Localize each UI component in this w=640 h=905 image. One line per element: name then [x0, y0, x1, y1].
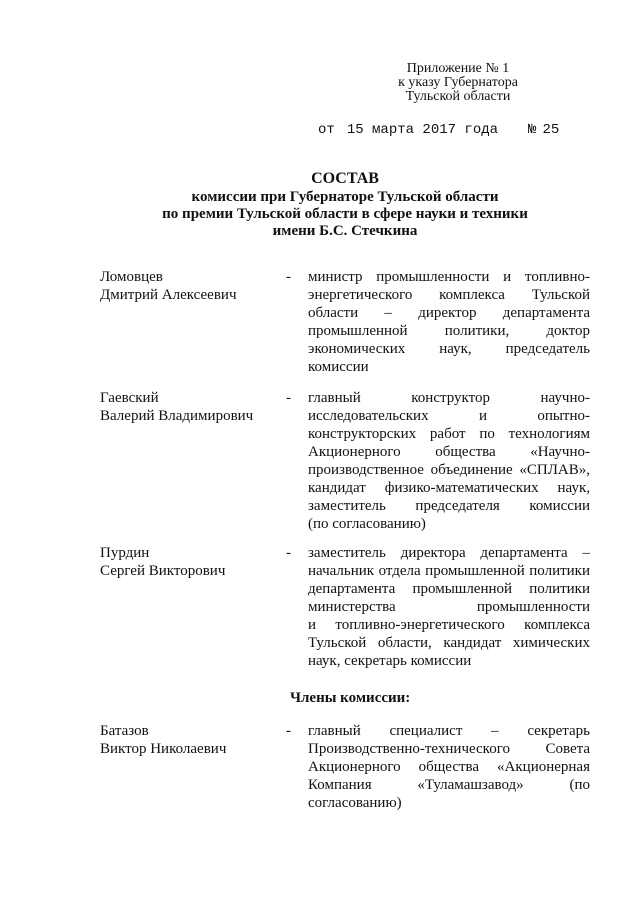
- role-line: заместитель директора департамента –: [308, 545, 590, 561]
- role-line: области – директор департамента: [308, 305, 590, 321]
- member-given-name: Дмитрий Алексеевич: [100, 287, 237, 303]
- member-given-name: Виктор Николаевич: [100, 741, 227, 757]
- role-line: Производственно-технического Совета: [308, 741, 590, 757]
- role-line: энергетического комплекса Тульской: [308, 287, 590, 303]
- title-main: СОСТАВ: [311, 170, 379, 187]
- role-line: кандидат физико-математических наук,: [308, 480, 590, 496]
- member-role: [308, 268, 590, 376]
- role-line: главный конструктор научно-: [308, 390, 590, 406]
- role-line: министерства промышленности: [308, 599, 590, 615]
- member-name: [100, 268, 280, 304]
- role-line: промышленной политики, доктор: [308, 323, 590, 339]
- role-line: и топливно-энергетического комплекса: [308, 617, 590, 633]
- appendix-line-2: к указу Губернатора: [398, 75, 518, 90]
- role-line: главный специалист – секретарь: [308, 723, 590, 739]
- order-date: 15 марта 2017 года: [346, 122, 499, 138]
- members-section-title: Члены комиссии:: [290, 690, 411, 706]
- role-line: Компания «Туламашзавод» (по: [308, 777, 590, 793]
- order-from: от: [318, 122, 335, 138]
- member-dash: -: [286, 545, 291, 561]
- appendix-line-3: Тульской области: [405, 89, 511, 104]
- order-reference: [318, 122, 559, 138]
- role-line: производственное объединение «СПЛАВ»,: [308, 462, 590, 478]
- appendix-line-1: Приложение № 1: [406, 61, 510, 76]
- appendix-block: [388, 62, 528, 104]
- member-role: [308, 544, 590, 670]
- role-line: экономических наук, председатель: [308, 341, 590, 357]
- role-line: начальник отдела промышленной политики: [308, 563, 590, 579]
- member-surname: Пурдин: [100, 545, 150, 561]
- member-role: [308, 722, 590, 812]
- role-line: департамента промышленной политики: [308, 581, 590, 597]
- role-line: министр промышленности и топливно-: [308, 269, 590, 285]
- member-given-name: Сергей Викторович: [100, 563, 226, 579]
- title-line-1: комиссии при Губернаторе Тульской области: [191, 189, 499, 205]
- member-name: [100, 389, 280, 425]
- member-given-name: Валерий Владимирович: [100, 408, 254, 424]
- order-number: 25: [542, 122, 560, 138]
- role-line: Акционерного общества «Научно-: [308, 444, 590, 460]
- role-line: Акционерного общества «Акционерная: [308, 759, 590, 775]
- role-line: (по согласованию): [308, 516, 426, 532]
- document-title: [100, 170, 590, 240]
- role-line: комиссии: [308, 359, 369, 375]
- member-name: [100, 722, 280, 758]
- role-line: заместитель председателя комиссии: [308, 498, 590, 514]
- title-line-3: имени Б.С. Стечкина: [272, 223, 418, 239]
- member-role: [308, 389, 590, 533]
- member-dash: -: [286, 723, 291, 739]
- member-surname: Батазов: [100, 723, 149, 739]
- member-name: [100, 544, 280, 580]
- title-line-2: по премии Тульской области в сфере науки и техники: [162, 206, 528, 222]
- member-dash: -: [286, 390, 291, 406]
- role-line: наук, секретарь комиссии: [308, 653, 472, 669]
- member-surname: Гаевский: [100, 390, 159, 406]
- role-line: Тульской области, кандидат химических: [308, 635, 590, 651]
- role-line: согласованию): [308, 795, 402, 811]
- order-number-label: №: [528, 122, 537, 138]
- member-surname: Ломовцев: [100, 269, 163, 285]
- member-dash: -: [286, 269, 291, 285]
- role-line: конструкторских работ по технологиям: [308, 426, 590, 442]
- role-line: исследовательских и опытно-: [308, 408, 590, 424]
